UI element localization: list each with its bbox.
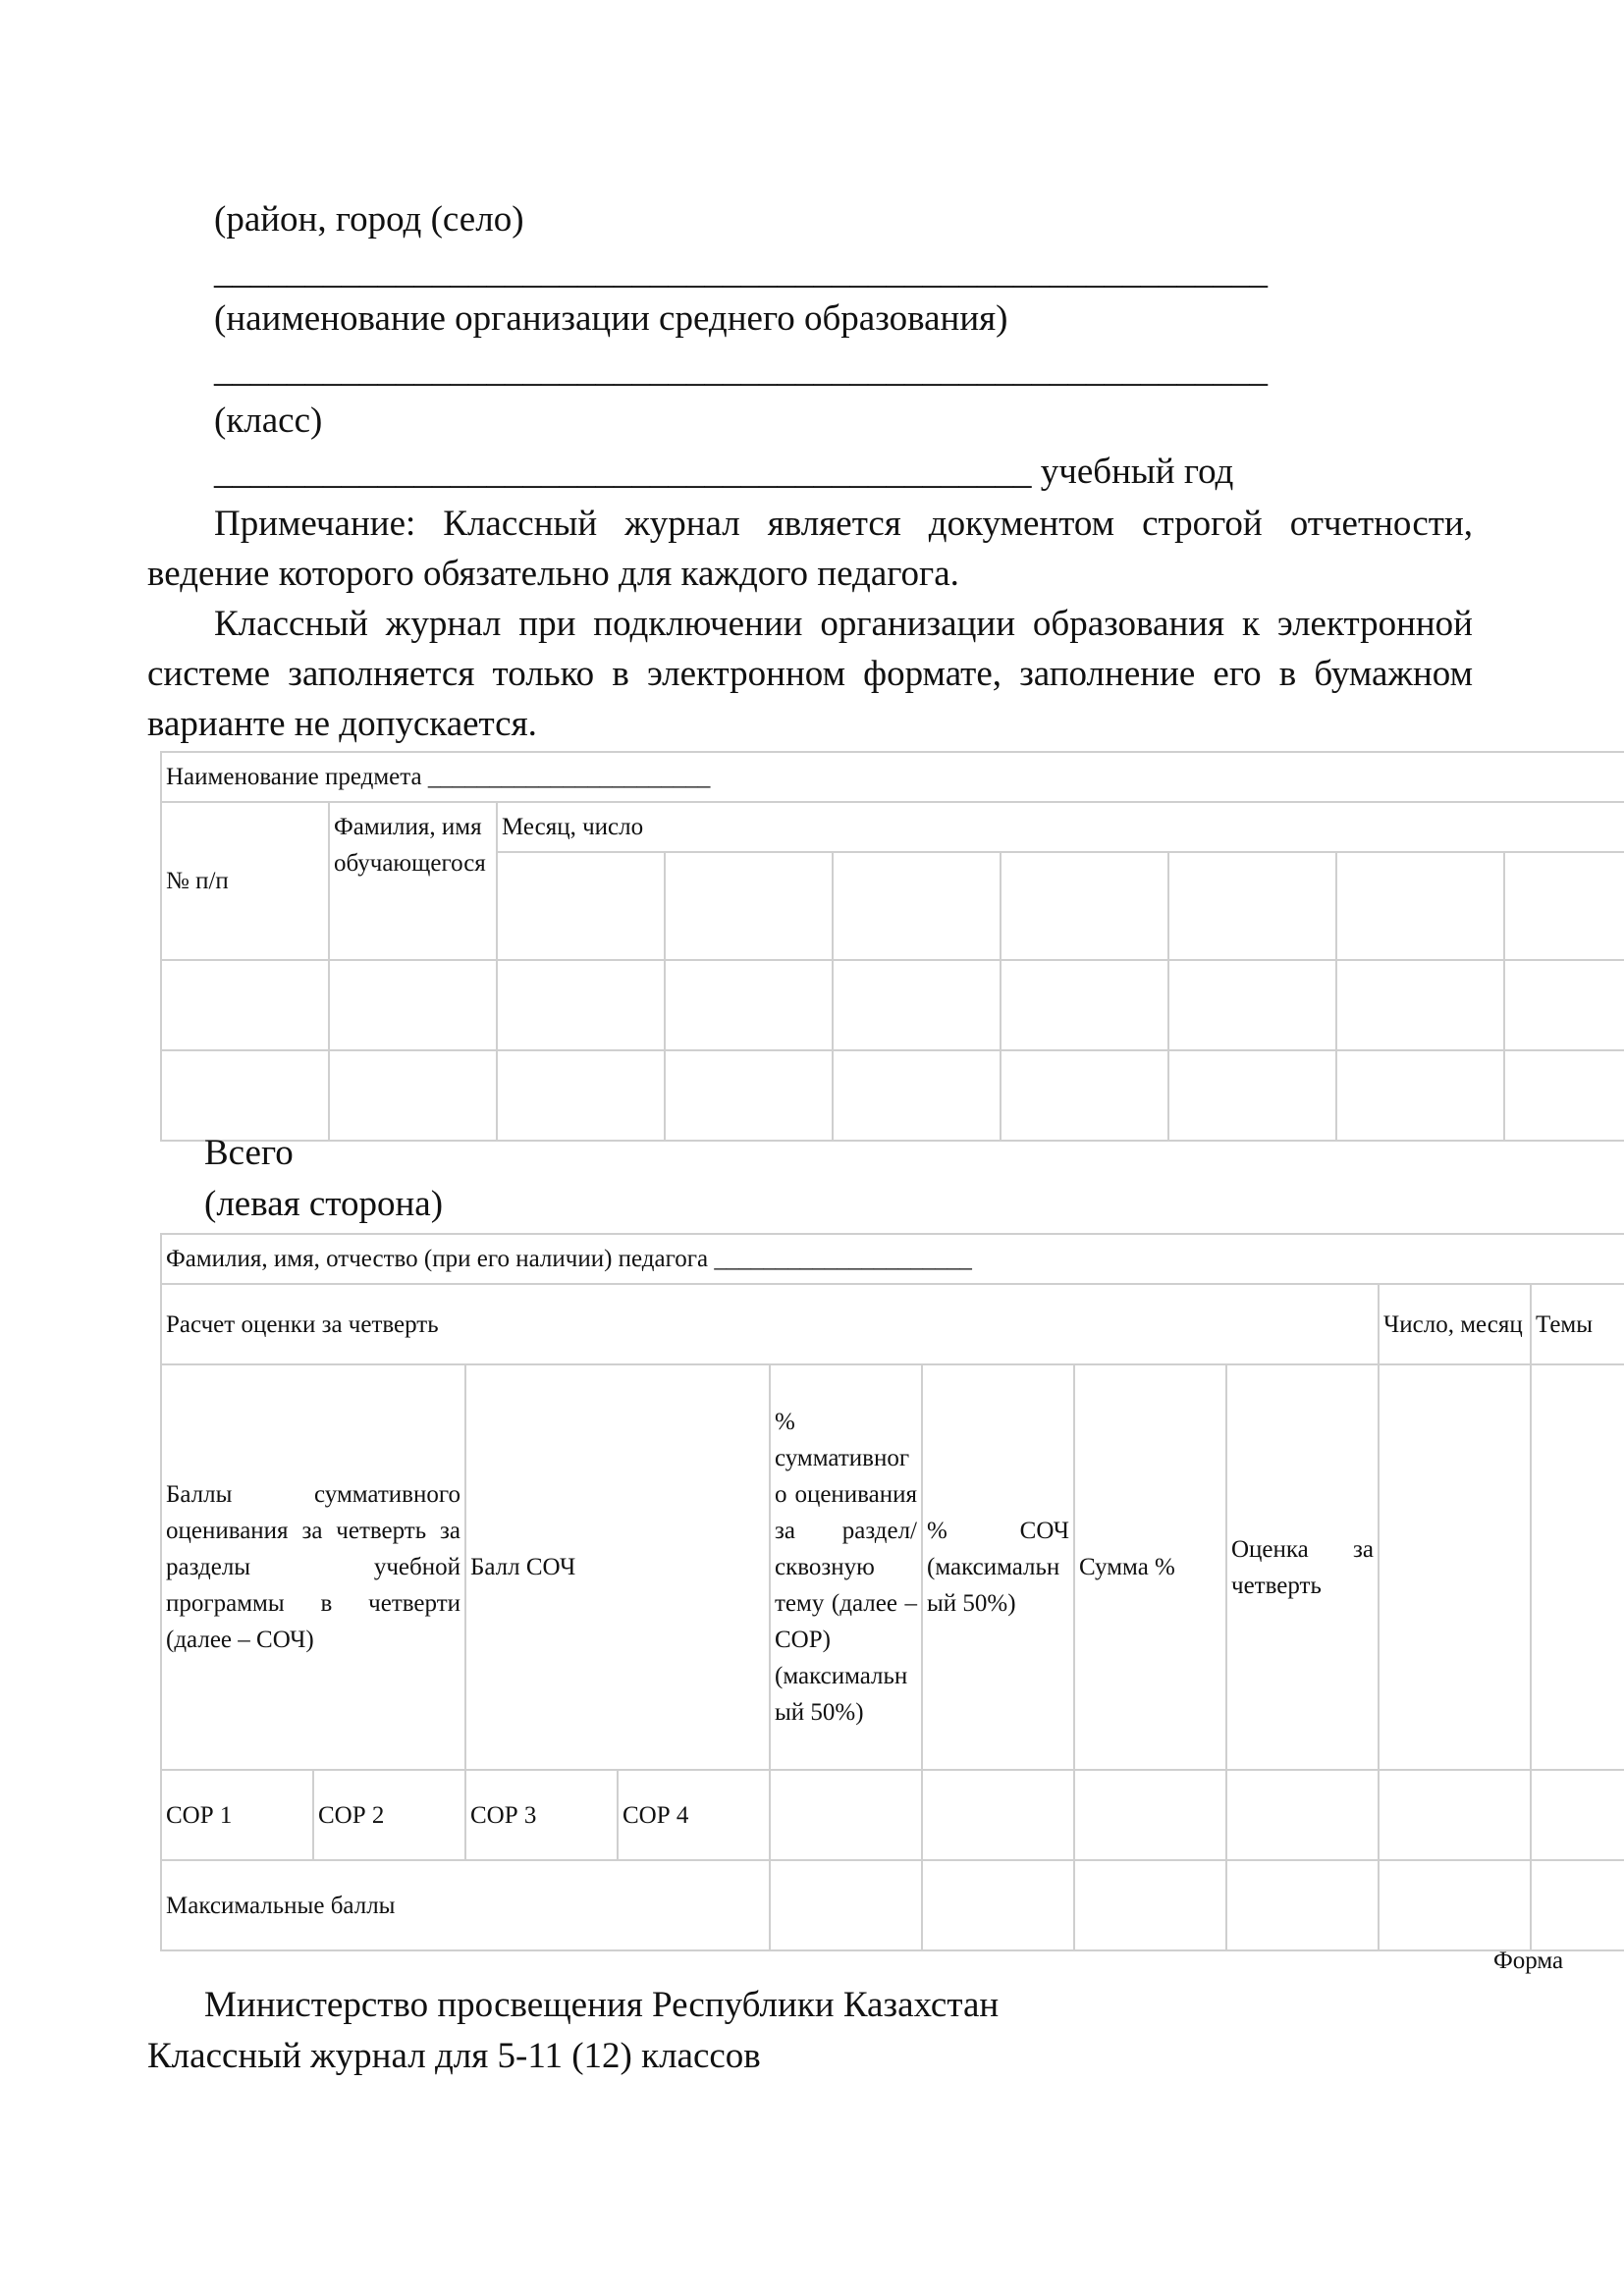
soch-points-header [161, 1364, 465, 1770]
sor4-label: СОР 4 [623, 1801, 689, 1829]
quarter-calc-header [161, 1284, 1379, 1364]
quarter-grade-table [160, 1233, 1624, 1951]
number-header-label: № п/п [166, 868, 229, 894]
date-cell [665, 852, 833, 960]
school-year-line: _____________________________________________ учебный год [214, 452, 1234, 492]
empty-cell [1531, 1364, 1624, 1770]
sor3-cell [465, 1770, 618, 1860]
quarter-grade-header [1226, 1364, 1379, 1770]
district-caption: (район, город (село) [214, 199, 524, 240]
soch-points-label: Баллы суммативного оценивания за четверть за разделы учебной программы в четверти (далее – СОЧ) [166, 1481, 460, 1653]
date-cell [1001, 852, 1168, 960]
date-cell [833, 852, 1001, 960]
sor4-cell [618, 1770, 770, 1860]
teacher-name: Фамилия, имя, отчество (при его наличии) педагога _____________________ [166, 1246, 972, 1272]
organization-caption: (наименование организации среднего образования) [214, 298, 1008, 339]
subject-name-cell [161, 752, 1624, 802]
student-name-header [329, 802, 497, 960]
date-cell [1336, 852, 1504, 960]
note-strict-reporting: Примечание: Классный журнал является документом строгой отчетности, ведение которого обязательно для каждого педагога. [147, 504, 1473, 594]
topics-header [1531, 1284, 1624, 1364]
date-cell [1168, 852, 1336, 960]
topics-label: Темы [1536, 1310, 1594, 1338]
number-header [161, 802, 329, 960]
quarter-grade-label: Оценка за четверть [1231, 1535, 1374, 1599]
sor2-label: СОР 2 [318, 1801, 385, 1829]
sum-percent-header [1074, 1364, 1226, 1770]
teacher-name-cell [161, 1234, 1624, 1284]
max-points-label: Максимальные баллы [166, 1892, 396, 1919]
sor-percent-label: % суммативного оценивания за раздел/сквозную тему (далее – СОР) (максимальный 50%) [775, 1409, 917, 1726]
note-electronic-format: Классный журнал при подключении организации образования к электронной системе заполняется только в электронном формате, заполнение его в бумажном варианте не допускается. [147, 604, 1473, 744]
form-label: Форма [1493, 1948, 1564, 1974]
sor1-cell [161, 1770, 313, 1860]
soch-percent-label: % СОЧ (максимальный 50%) [927, 1518, 1069, 1617]
total-label: Всего [204, 1133, 294, 1173]
quarter-calc-label: Расчет оценки за четверть [166, 1310, 439, 1338]
date-month-label: Число, месяц [1383, 1310, 1523, 1338]
soch-score-label: Балл СОЧ [470, 1554, 576, 1580]
table-row [161, 960, 1624, 1050]
journal-title: Классный журнал для 5-11 (12) классов [147, 2036, 761, 2076]
subject-name: Наименование предмета _______________________ [166, 764, 711, 790]
ministry-title: Министерство просвещения Республики Казахстан [204, 1985, 1000, 2025]
sor3-label: СОР 3 [470, 1801, 537, 1829]
district-line: __________________________________________________________ [214, 251, 1268, 292]
student-name-header-label: Фамилия, имя обучающегося [334, 814, 486, 877]
sor2-cell [313, 1770, 465, 1860]
soch-percent-header [922, 1364, 1074, 1770]
sor1-label: СОР 1 [166, 1801, 233, 1829]
table-row [161, 1050, 1624, 1141]
max-points-cell [161, 1860, 770, 1950]
left-side-label: (левая сторона) [204, 1184, 444, 1224]
sor-percent-header [770, 1364, 922, 1770]
date-cell [1504, 852, 1624, 960]
sum-percent-label: Сумма % [1079, 1554, 1175, 1580]
date-cell [497, 852, 665, 960]
month-date-header-label: Месяц, число [502, 814, 644, 840]
organization-line: __________________________________________________________ [214, 349, 1268, 390]
attendance-table [160, 751, 1624, 1142]
month-date-header [497, 802, 1624, 852]
soch-score-header [465, 1364, 770, 1770]
date-month-header [1379, 1284, 1531, 1364]
class-caption: (класс) [214, 400, 323, 441]
empty-cell [1379, 1364, 1531, 1770]
